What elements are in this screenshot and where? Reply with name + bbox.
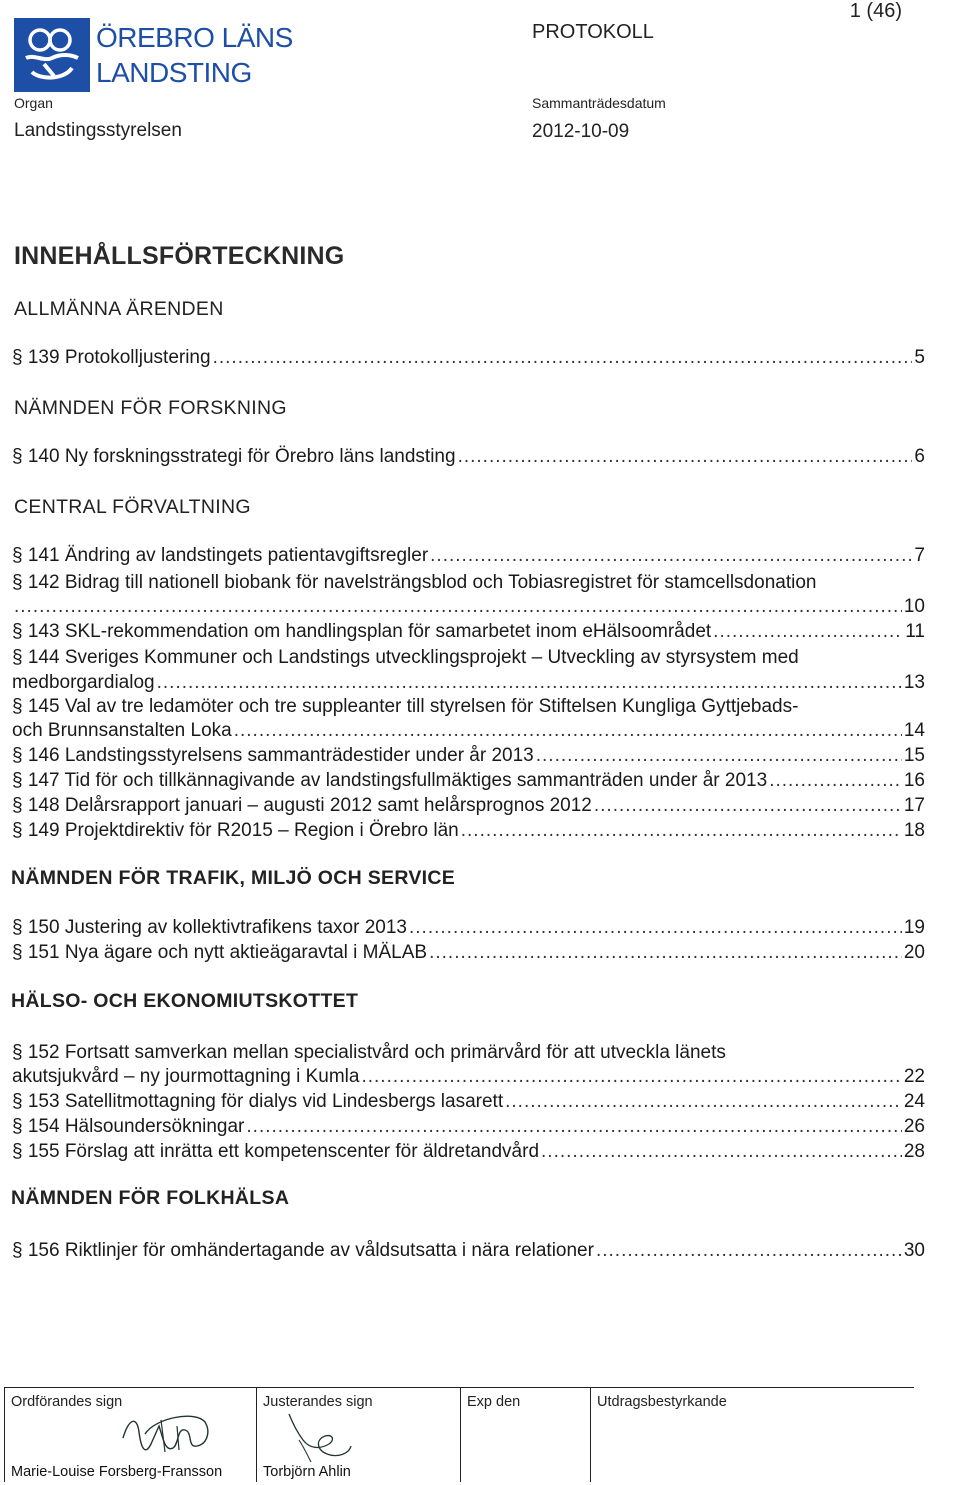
- toc-entry-page: 18: [903, 820, 925, 841]
- date-value: 2012-10-09: [532, 121, 630, 142]
- signature-table: [4, 1387, 914, 1482]
- signature-scribble: [115, 1408, 225, 1466]
- leader-dots: [461, 820, 902, 842]
- leader-dots: [458, 446, 913, 468]
- toc-entry-text: § 151 Nya ägare och nytt aktieägaravtal i MÄLAB: [12, 942, 428, 963]
- leader-dots: [213, 347, 913, 369]
- toc-entry[interactable]: [12, 820, 925, 844]
- toc-entry-text: § 155 Förslag att inrätta ett kompetenscenter för äldretandvård: [12, 1141, 540, 1162]
- leader-dots: [14, 596, 902, 618]
- toc-entry-text[interactable]: § 152 Fortsatt samverkan mellan specialistvård och primärvård för att utveckla länets: [12, 1042, 726, 1063]
- toc-entry-text: § 140 Ny forskningsstrategi för Örebro läns landsting: [12, 446, 456, 467]
- toc-entry[interactable]: [12, 795, 925, 819]
- toc-entry-text[interactable]: § 144 Sveriges Kommuner och Landstings utvecklingsprojekt – Utveckling av styrsystem med: [12, 647, 799, 668]
- section-heading: HÄLSO- OCH EKONOMIUTSKOTTET: [11, 990, 359, 1012]
- document-type: PROTOKOLL: [532, 21, 654, 43]
- toc-entry[interactable]: [12, 1091, 925, 1115]
- toc-entry-text[interactable]: § 145 Val av tre ledamöter och tre suppleanter till styrelsen för Stiftelsen Kungliga Gyttjebads-: [12, 696, 799, 717]
- toc-entry-page: 11: [905, 621, 925, 642]
- leader-dots: [409, 917, 902, 939]
- section-heading: ALLMÄNNA ÄRENDEN: [14, 298, 224, 320]
- toc-entry-text: § 156 Riktlinjer för omhändertagande av våldsutsatta i nära relationer: [12, 1240, 594, 1261]
- organ-value: Landstingsstyrelsen: [14, 120, 182, 141]
- toc-entry-text: § 154 Hälsoundersökningar: [12, 1116, 245, 1137]
- toc-entry-text: § 141 Ändring av landstingets patientavgiftsregler: [12, 545, 429, 566]
- toc-entry[interactable]: [12, 1240, 925, 1264]
- toc-entry[interactable]: [12, 545, 925, 569]
- exp-label: Exp den: [467, 1394, 521, 1410]
- leader-dots: [536, 745, 902, 767]
- leader-dots: [157, 672, 902, 694]
- toc-title: INNEHÅLLSFÖRTECKNING: [14, 242, 345, 270]
- leader-dots: [505, 1091, 902, 1113]
- leader-dots: [713, 621, 903, 643]
- section-heading: CENTRAL FÖRVALTNING: [14, 496, 251, 518]
- toc-entry-text: § 143 SKL-rekommendation om handlingsplan för samarbetet inom eHälsoområdet: [12, 621, 712, 642]
- section-heading: NÄMNDEN FÖR FOLKHÄLSA: [11, 1187, 290, 1209]
- toc-entry[interactable]: [12, 672, 925, 696]
- toc-entry-page: 20: [903, 942, 925, 963]
- leader-dots: [246, 1116, 901, 1138]
- toc-entry[interactable]: [12, 596, 925, 620]
- leader-dots: [541, 1141, 902, 1163]
- org-name-line1: ÖREBRO LÄNS: [96, 22, 293, 53]
- adjuster-sign-cell: [256, 1388, 461, 1482]
- toc-entry-page: 13: [903, 672, 925, 693]
- toc-entry[interactable]: [12, 770, 925, 794]
- toc-entry[interactable]: [12, 720, 925, 744]
- toc-entry-text: § 139 Protokolljustering: [12, 347, 211, 368]
- toc-entry[interactable]: [12, 745, 925, 769]
- toc-entry-page: 16: [903, 770, 925, 791]
- toc-entry-page: 10: [903, 596, 925, 617]
- toc-entry[interactable]: [12, 942, 925, 966]
- toc-entry-page: 7: [914, 545, 925, 566]
- toc-entry-text: § 148 Delårsrapport januari – augusti 2012 samt helårsprognos 2012: [12, 795, 592, 816]
- org-name-line2: LANDSTING: [96, 57, 252, 88]
- chair-name: Marie-Louise Forsberg-Fransson: [11, 1464, 223, 1480]
- toc-entry-text-cont: medborgardialog: [12, 672, 155, 693]
- section-heading: NÄMNDEN FÖR FORSKNING: [14, 397, 287, 419]
- toc-entry-page: 15: [903, 745, 925, 766]
- toc-entry-page: 30: [903, 1240, 925, 1261]
- leader-dots: [430, 545, 912, 567]
- toc-entry[interactable]: [12, 621, 925, 645]
- toc-entry-text[interactable]: § 142 Bidrag till nationell biobank för navelsträngsblod och Tobiasregistret för stamcellsdonation: [12, 572, 817, 593]
- toc-entry-text: § 147 Tid för och tillkännagivande av landstingsfullmäktiges sammanträden under år 2013: [12, 770, 768, 791]
- toc-entry-text: § 149 Projektdirektiv för R2015 – Region i Örebro län: [12, 820, 459, 841]
- toc-entry-page: 17: [903, 795, 925, 816]
- leader-dots: [769, 770, 902, 792]
- toc-entry-page: 19: [903, 917, 925, 938]
- toc-entry-page: 28: [903, 1141, 925, 1162]
- adjuster-name: Torbjörn Ahlin: [263, 1464, 351, 1480]
- adjuster-sign-label: Justerandes sign: [263, 1394, 373, 1410]
- toc-entry-text: § 150 Justering av kollektivtrafikens taxor 2013: [12, 917, 407, 938]
- toc-entry-page: 6: [914, 446, 925, 467]
- landsting-logo-icon: [14, 18, 90, 92]
- toc-entry-text: § 153 Satellitmottagning för dialys vid Lindesbergs lasarett: [12, 1091, 504, 1112]
- toc-entry[interactable]: [12, 347, 925, 371]
- chair-sign-cell: [4, 1388, 257, 1482]
- toc-entry[interactable]: [12, 1141, 925, 1165]
- page-indicator: 1 (46): [849, 0, 902, 22]
- toc-entry-text-cont: och Brunnsanstalten Loka: [12, 720, 232, 741]
- leader-dots: [594, 795, 902, 817]
- toc-entry-page: 24: [903, 1091, 925, 1112]
- toc-entry-page: 14: [903, 720, 925, 741]
- toc-entry-page: 26: [903, 1116, 925, 1137]
- toc-entry-page: 5: [914, 347, 925, 368]
- toc-entry[interactable]: [12, 1066, 925, 1090]
- toc-entry[interactable]: [12, 917, 925, 941]
- exp-cell: [460, 1388, 591, 1482]
- toc-entry-text: § 146 Landstingsstyrelsens sammanträdestider under år 2013: [12, 745, 534, 766]
- extract-label: Utdragsbestyrkande: [597, 1394, 727, 1410]
- toc-entry[interactable]: [12, 1116, 925, 1140]
- signature-scribble: [279, 1410, 363, 1466]
- toc-entry[interactable]: [12, 446, 925, 470]
- date-label: Sammanträdesdatum: [532, 95, 666, 111]
- leader-dots: [596, 1240, 902, 1262]
- toc-entry-text-cont: akutsjukvård – ny jourmottagning i Kumla: [12, 1066, 360, 1087]
- leader-dots: [361, 1066, 901, 1088]
- extract-cell: [590, 1388, 915, 1482]
- leader-dots: [429, 942, 902, 964]
- section-heading: NÄMNDEN FÖR TRAFIK, MILJÖ OCH SERVICE: [11, 867, 456, 889]
- chair-sign-label: Ordförandes sign: [11, 1394, 123, 1410]
- organ-label: Organ: [14, 95, 53, 111]
- leader-dots: [234, 720, 902, 742]
- toc-entry-page: 22: [903, 1066, 925, 1087]
